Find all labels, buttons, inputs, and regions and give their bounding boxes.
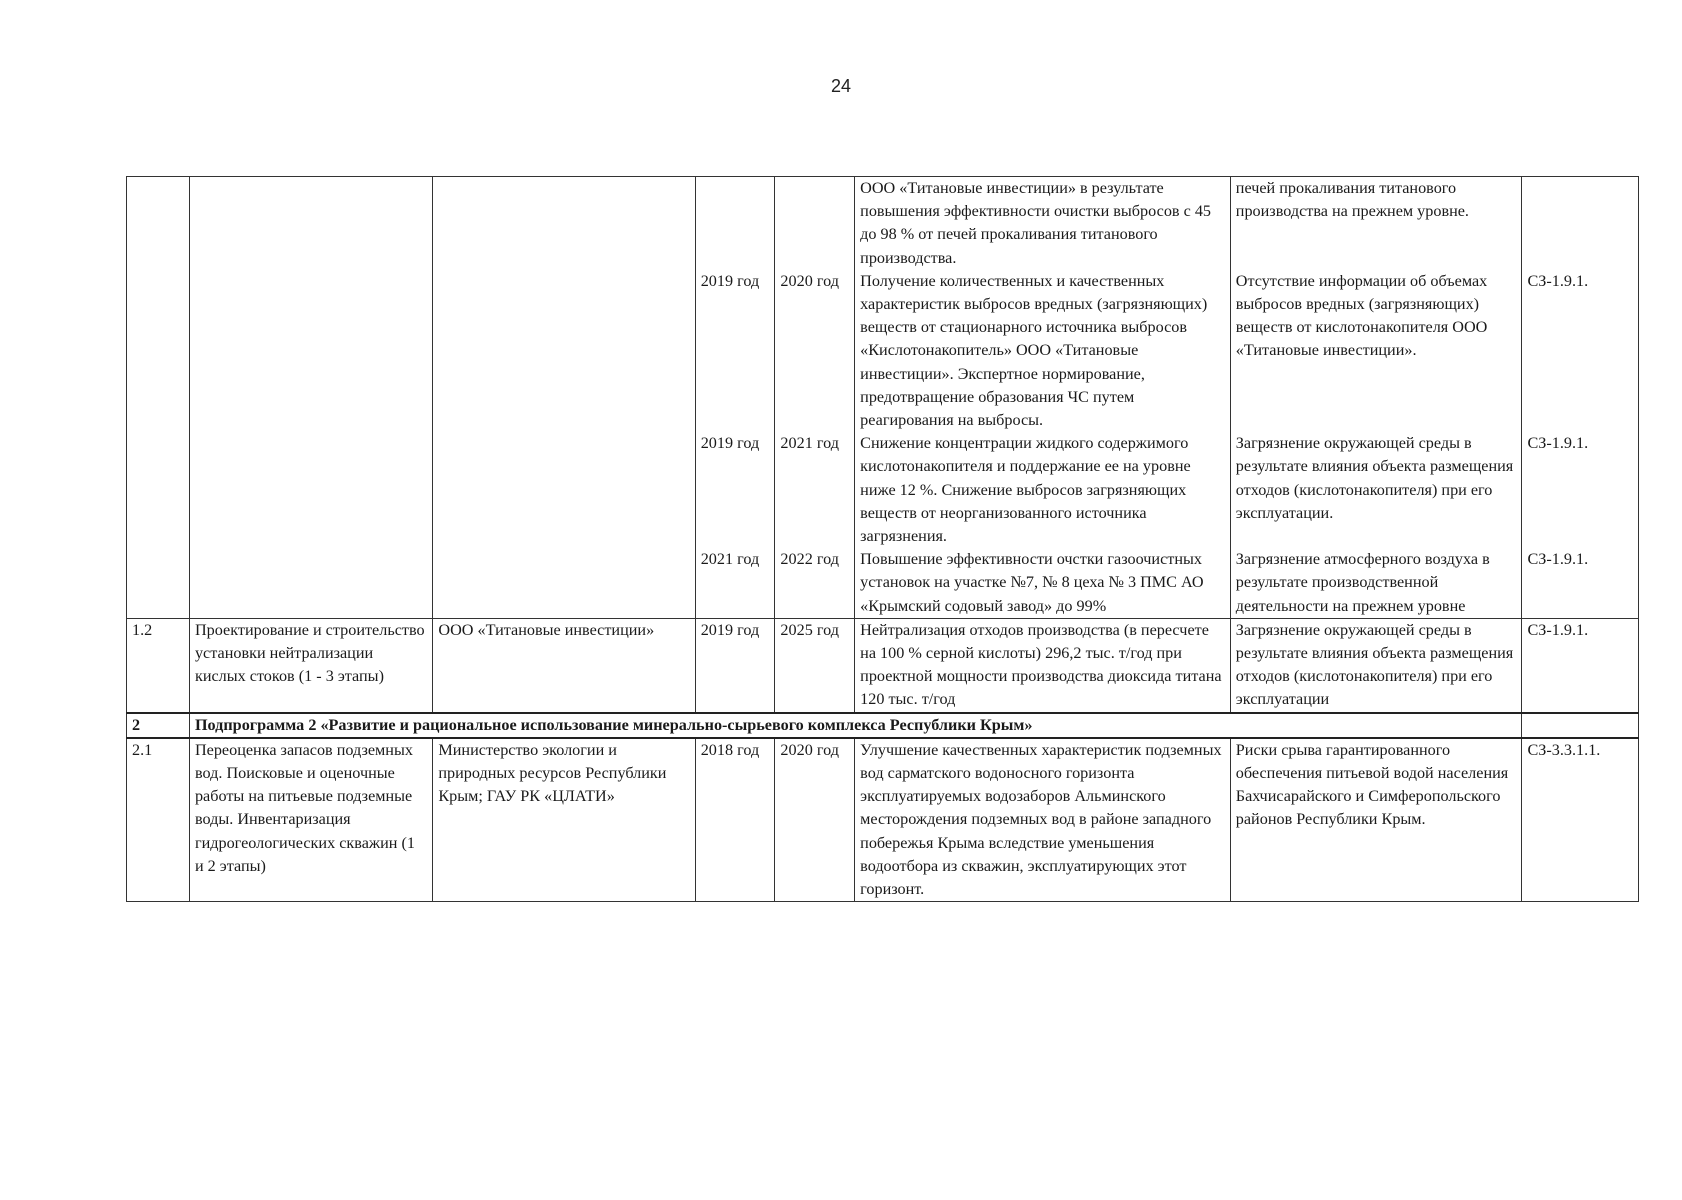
cell-num: 1.2: [127, 618, 190, 712]
cell-risk: Риски срыва гарантированного обеспечения питьевой водой населения Бахчисарайского и Симферопольского районов Республики Крым.: [1230, 738, 1522, 902]
cell-risk: Отсутствие информации об объемах выбросов вредных (загрязняющих) веществ от кислотонакопителя ООО «Титановые инвестиции».: [1230, 270, 1522, 432]
cell-executor: [433, 432, 695, 548]
cell-name: [189, 432, 432, 548]
table-row: [127, 548, 1639, 618]
cell-result: Повышение эффективности очстки газоочистных установок на участке №7, № 8 цеха № 3 ПМС АО «Крымский содовый завод» до 99%: [855, 548, 1231, 618]
subprogram-title: Подпрограмма 2 «Развитие и рациональное использование минерально-сырьевого комплекса Республики Крым»: [189, 713, 1522, 738]
cell-end: [775, 177, 855, 270]
cell-name: Проектирование и строительство установки нейтрализации кислых стоков (1 - 3 этапы): [189, 618, 432, 712]
cell-start: 2019 год: [695, 432, 775, 548]
table-row: [127, 270, 1639, 432]
cell-code: [1522, 177, 1639, 270]
cell-executor: [433, 177, 695, 270]
cell-code: СЗ-1.9.1.: [1522, 618, 1639, 712]
cell-start: 2018 год: [695, 738, 775, 902]
cell-end: 2020 год: [775, 738, 855, 902]
cell-executor: ООО «Титановые инвестиции»: [433, 618, 695, 712]
cell-name: [189, 177, 432, 270]
cell-code: СЗ-1.9.1.: [1522, 432, 1639, 548]
cell-risk: Загрязнение окружающей среды в результате влияния объекта размещения отходов (кислотонакопителя) при его эксплуатации.: [1230, 432, 1522, 548]
cell-code: СЗ-3.3.1.1.: [1522, 738, 1639, 902]
cell-num: 2.1: [127, 738, 190, 902]
cell-result: Получение количественных и качественных характеристик выбросов вредных (загрязняющих) веществ от стационарного источника выбросов «Кислотонакопитель» ООО «Титановые инвестиции». Экспертное нормирование, предотвращение образования ЧС путем реагирования на выбросы.: [855, 270, 1231, 432]
cell-end: 2020 год: [775, 270, 855, 432]
cell-code: СЗ-1.9.1.: [1522, 270, 1639, 432]
subprogram-row: [127, 713, 1639, 738]
cell-code: [1522, 713, 1639, 738]
table-row: [127, 618, 1639, 712]
cell-code: СЗ-1.9.1.: [1522, 548, 1639, 618]
cell-num: [127, 548, 190, 618]
cell-executor: [433, 270, 695, 432]
cell-end: 2021 год: [775, 432, 855, 548]
cell-executor: [433, 548, 695, 618]
cell-start: 2019 год: [695, 270, 775, 432]
cell-result: Улучшение качественных характеристик подземных вод сарматского водоносного горизонта эксплуатируемых водозаборов Альминского месторождения подземных вод в районе западного побережья Крыма вследствие уменьшения водоотбора из скважин, эксплуатирующих этот горизонт.: [855, 738, 1231, 902]
cell-result: Нейтрализация отходов производства (в пересчете на 100 % серной кислоты) 296,2 тыс. т/год при проектной мощности производства диоксида титана 120 тыс. т/год: [855, 618, 1231, 712]
cell-start: [695, 177, 775, 270]
cell-result: Снижение концентрации жидкого содержимого кислотонакопителя и поддержание ее на уровне ниже 12 %. Снижение выбросов загрязняющих веществ от неорганизованного источника загрязнения.: [855, 432, 1231, 548]
cell-end: 2022 год: [775, 548, 855, 618]
cell-name: [189, 270, 432, 432]
cell-name: Переоценка запасов подземных вод. Поисковые и оценочные работы на питьевые подземные воды. Инвентаризация гидрогеологических скважин (1 и 2 этапы): [189, 738, 432, 902]
table-row: [127, 738, 1639, 902]
cell-num: [127, 432, 190, 548]
table-row: [127, 432, 1639, 548]
cell-risk: Загрязнение окружающей среды в результате влияния объекта размещения отходов (кислотонакопителя) при его эксплуатации: [1230, 618, 1522, 712]
cell-end: 2025 год: [775, 618, 855, 712]
cell-name: [189, 548, 432, 618]
program-table: [126, 176, 1639, 902]
cell-risk: Загрязнение атмосферного воздуха в результате производственной деятельности на прежнем уровне: [1230, 548, 1522, 618]
cell-num: [127, 177, 190, 270]
page-number: 24: [830, 76, 852, 96]
cell-result: ООО «Титановые инвестиции» в результате повышения эффективности очистки выбросов с 45 до 98 % от печей прокаливания титанового производства.: [855, 177, 1231, 270]
cell-start: 2021 год: [695, 548, 775, 618]
cell-start: 2019 год: [695, 618, 775, 712]
cell-num: [127, 270, 190, 432]
table-row: [127, 177, 1639, 270]
subprogram-num: 2: [127, 713, 190, 738]
cell-executor: Министерство экологии и природных ресурсов Республики Крым; ГАУ РК «ЦЛАТИ»: [433, 738, 695, 902]
cell-risk: печей прокаливания титанового производства на прежнем уровне.: [1230, 177, 1522, 270]
